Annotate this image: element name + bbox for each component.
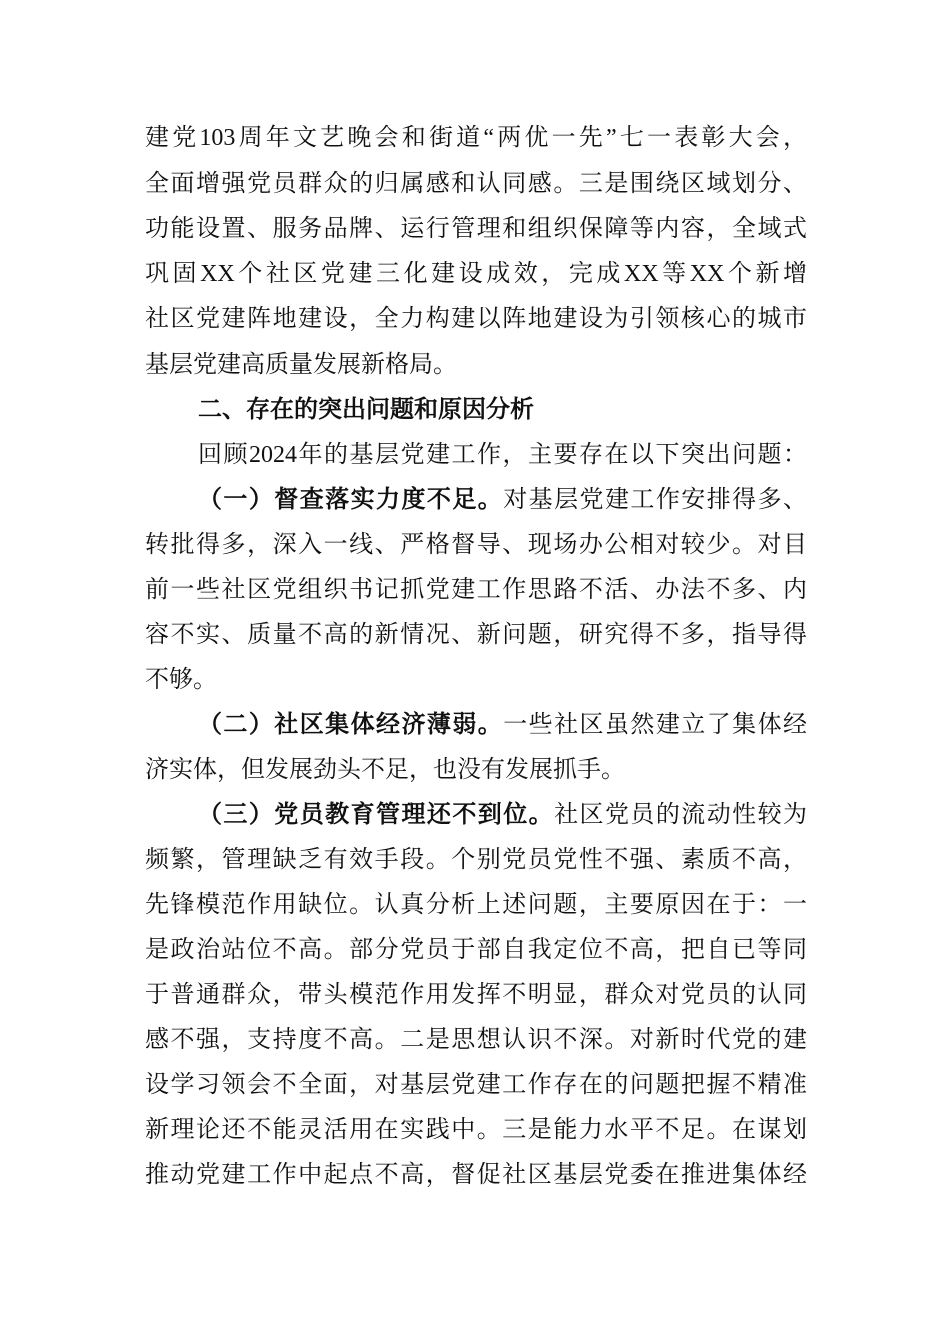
paragraph-line: 频繁，管理缺乏有效手段。个别党员党性不强、素质不高， bbox=[145, 847, 807, 873]
paragraph-line: 转批得多，深入一线、严格督导、现场办公相对较少。对目 bbox=[145, 532, 807, 558]
item1-first-line bbox=[198, 484, 807, 516]
item2-first-line bbox=[198, 709, 807, 741]
paragraph-line: 于普通群众，带头模范作用发挥不明显，群众对党员的认同 bbox=[145, 982, 807, 1008]
paragraph-line: 建党103周年文艺晚会和街道“两优一先”七一表彰大会， bbox=[145, 125, 807, 151]
intro-line: 回顾2024年的基层党建工作，主要存在以下突出问题： bbox=[198, 442, 807, 468]
item3-text: 社区党员的流动性较为 bbox=[554, 802, 808, 828]
item1-text: 对基层党建工作安排得多、 bbox=[503, 487, 808, 513]
paragraph-line: 感不强，支持度不高。二是思想认识不深。对新时代党的建 bbox=[145, 1027, 807, 1053]
item3-first-line bbox=[198, 799, 807, 831]
paragraph-line: 巩固XX个社区党建三化建设成效，完成XX等XX个新增 bbox=[145, 261, 807, 287]
section-heading: 二、存在的突出问题和原因分析 bbox=[198, 396, 534, 423]
item1-title: （一）督查落实力度不足。 bbox=[198, 487, 504, 513]
paragraph-line: 全面增强党员群众的归属感和认同感。三是围绕区域划分、 bbox=[145, 171, 807, 197]
item3-title: （三）党员教育管理还不到位。 bbox=[198, 802, 555, 828]
paragraph-line: 先锋模范作用缺位。认真分析上述问题，主要原因在于：一 bbox=[145, 892, 807, 918]
paragraph-line: 推动党建工作中起点不高，督促社区基层党委在推进集体经 bbox=[145, 1162, 807, 1188]
paragraph-line: 济实体，但发展劲头不足，也没有发展抓手。 bbox=[145, 757, 625, 783]
paragraph-line: 容不实、质量不高的新情况、新问题，研究得不多，指导得 bbox=[145, 622, 807, 648]
item2-text: 一些社区虽然建立了集体经 bbox=[503, 712, 808, 738]
paragraph-line: 设学习领会不全面，对基层党建工作存在的问题把握不精准 bbox=[145, 1072, 807, 1098]
paragraph-line: 基层党建高质量发展新格局。 bbox=[145, 352, 457, 378]
paragraph-line: 是政治站位不高。部分党员于部自我定位不高，把自已等同 bbox=[145, 937, 807, 963]
paragraph-line: 功能设置、服务品牌、运行管理和组织保障等内容，全域式 bbox=[145, 216, 807, 242]
paragraph-line: 社区党建阵地建设，全力构建以阵地建设为引领核心的城市 bbox=[145, 306, 807, 332]
paragraph-line: 不够。 bbox=[145, 667, 217, 693]
paragraph-line: 新理论还不能灵活用在实践中。三是能力水平不足。在谋划 bbox=[145, 1117, 807, 1143]
paragraph-line: 前一些社区党组织书记抓党建工作思路不活、办法不多、内 bbox=[145, 577, 807, 603]
item2-title: （二）社区集体经济薄弱。 bbox=[198, 712, 504, 738]
